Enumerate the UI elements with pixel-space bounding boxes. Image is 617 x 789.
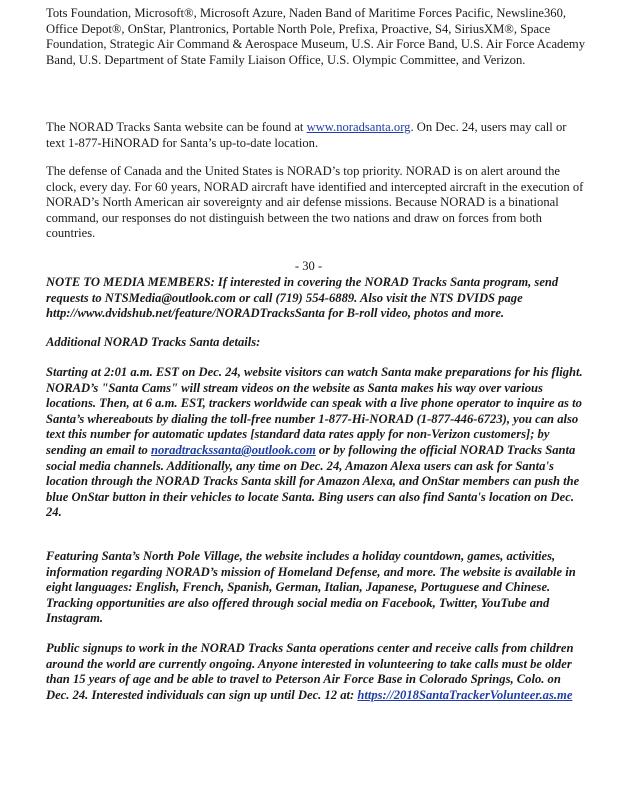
tracking-text-after: or by following the official NORAD Tracks Santa social media channels. Additionally, any time on Dec. 24, Amazon Alexa users can ask for Santa's location through the NORAD Tracks Santa skill for Amazon Alexa, and OnStar members can push the blue OnStar button in their vehicles to locate Santa. Bing users can also find Santa's location on Dec. 24.: [46, 442, 580, 520]
email-link[interactable]: noradtrackssanta@outlook.com: [150, 442, 316, 457]
website-paragraph: [46, 120, 586, 151]
volunteer-signup-link[interactable]: https://2018SantaTrackerVolunteer.as.me: [357, 687, 573, 702]
sponsors-paragraph: Tots Foundation, Microsoft®, Microsoft Azure, Naden Band of Maritime Forces Pacific, Newsline360, Office Depot®, OnStar, Plantronics, Portable North Pole, Prefixa, Proactive, S4, SiriusXM®, Space Foundation, Strategic Air Command & Aerospace Museum, U.S. Air Force Band, U.S. Air Force Academy Band, U.S. Department of State Family Liaison Office, U.S. Olympic Committee, and Verizon.: [46, 6, 586, 67]
tracking-text-before: Starting at 2:01 a.m. EST on Dec. 24, website visitors can watch Santa make preparations for his flight. NORAD’s "Santa Cams" will stream videos on the website as Santa makes his way over various locations. Then, at 6 a.m. EST, trackers worldwide can speak with a live phone operator to inquire as to Santa’s whereabouts by dialing the toll-free number 1-877-Hi-NORAD (1-877-446-6723), you can also text this number for automatic updates [standard data rates apply for non-Verizon customers]; by sending an email to: [46, 365, 583, 457]
defense-paragraph: The defense of Canada and the United States is NORAD’s top priority. NORAD is on alert around the clock, every day. For 60 years, NORAD aircraft have identified and intercepted aircraft in the execution of NORAD’s North American air sovereignty and air defense missions. Because NORAD is a binational command, our responses do not distinguish between the two nations and draw on forces from both countries.: [46, 164, 584, 241]
village-paragraph: Featuring Santa’s North Pole Village, the website includes a holiday countdown, games, activities, information regarding NORAD’s mission of Homeland Defense, and more. The website is available in eight languages: English, French, Spanish, German, Italian, Japanese, Portuguese and Chinese. Tracking opportunities are also offered through social media on Facebook, Twitter, YouTube and Instagram.: [46, 549, 576, 626]
website-text-after: . On Dec. 24, users may call or text 1-877-HiNORAD for Santa’s up-to-date location.: [46, 120, 567, 150]
tracking-details-paragraph: [46, 365, 586, 521]
noradsanta-link[interactable]: www.noradsanta.org: [306, 120, 411, 134]
page-number: - 30 -: [294, 259, 323, 273]
volunteer-text-before: Public signups to work in the NORAD Tracks Santa operations center and receive calls from children around the world are currently ongoing. Anyone interested in volunteering to take calls must be older than 15 years of age and be able to travel to Peterson Air Force Base in Colorado Springs, Colo. on Dec. 24. Interested individuals can sign up until Dec. 12 at:: [46, 641, 574, 702]
details-heading: Additional NORAD Tracks Santa details:: [46, 335, 261, 349]
volunteer-paragraph: [46, 641, 586, 703]
media-note-paragraph: NOTE TO MEDIA MEMBERS: If interested in covering the NORAD Tracks Santa program, send requests to NTSMedia@outlook.com or call (719) 554-6889. Also visit the NTS DVIDS page http://www.dvidshub.net/feature/NORADTracksSanta for B-roll video, photos and more.: [46, 275, 559, 321]
website-text-before: The NORAD Tracks Santa website can be found at: [46, 120, 307, 134]
